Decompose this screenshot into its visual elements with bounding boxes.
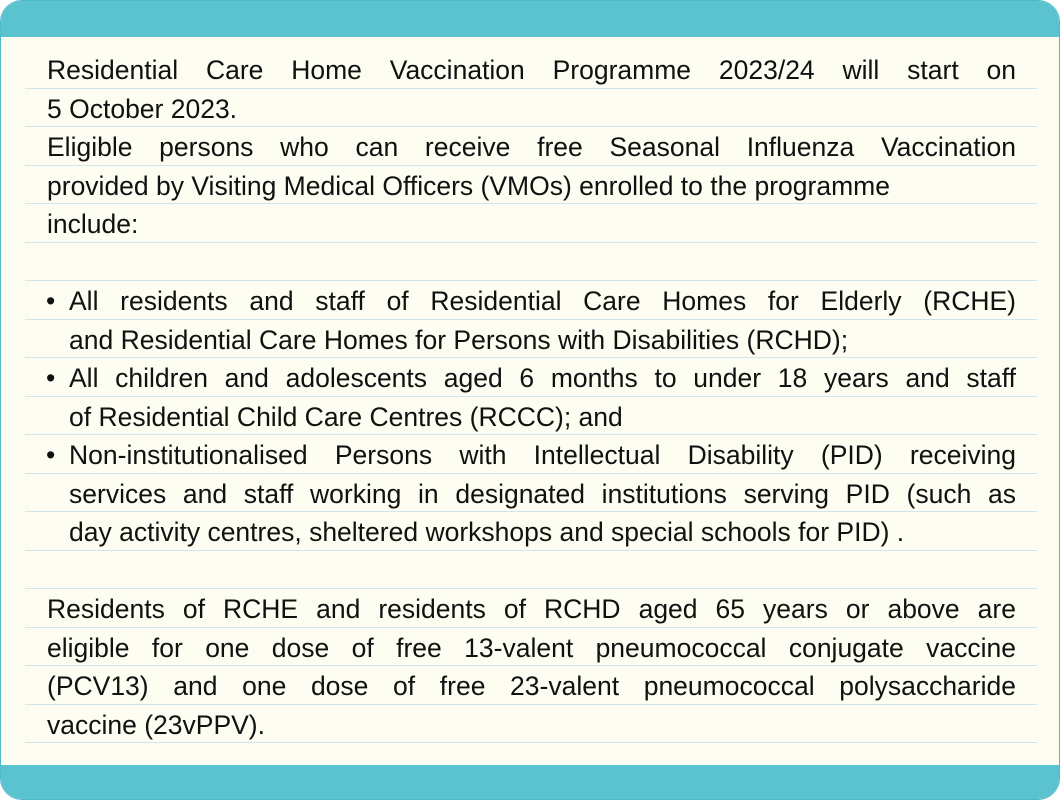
bullet-item-rccc xyxy=(25,358,1037,397)
bullet-line: All children and adolescents aged 6 months to under 18 years and staff xyxy=(69,363,1016,393)
bullet-icon: • xyxy=(46,440,56,470)
text-line xyxy=(25,127,1037,166)
intro-line: provided by Visiting Medical Officers (VMOs) enrolled to the programme xyxy=(47,170,890,201)
intro-line: include: xyxy=(47,209,139,239)
bullet-line: services and staff working in designated institutions serving PID (such as xyxy=(69,478,1016,509)
pcv-line: Residents of RCHE and residents of RCHD aged 65 years or above are xyxy=(47,594,1016,624)
notice-text xyxy=(25,50,1037,743)
text-line xyxy=(25,628,1037,667)
text-line xyxy=(25,320,1037,359)
bullet-line: and Residential Care Homes for Persons with Disabilities (RCHD); xyxy=(69,324,849,355)
bullet-icon: • xyxy=(46,363,56,393)
blank-line xyxy=(25,551,1037,590)
bullet-icon: • xyxy=(46,286,56,316)
text-line xyxy=(25,50,1037,89)
text-line xyxy=(25,589,1037,628)
bullet-line: of Residential Child Care Centres (RCCC); and xyxy=(69,401,623,432)
pcv-line: vaccine (23vPPV). xyxy=(47,709,265,740)
text-line xyxy=(25,166,1037,205)
pcv-line: (PCV13) and one dose of free 23-valent pneumococcal polysaccharide xyxy=(47,671,1016,701)
bullet-line: Non-institutionalised Persons with Intellectual Disability (PID) receiving xyxy=(69,440,1016,470)
intro-line: 5 October 2023. xyxy=(47,93,238,124)
bullet-item-rche xyxy=(25,281,1037,320)
header-band xyxy=(1,1,1059,37)
text-line xyxy=(25,666,1037,705)
footer-band xyxy=(1,765,1059,799)
bullet-line: All residents and staff of Residential Care Homes for Elderly (RCHE) xyxy=(69,286,1016,316)
bullet-item-pid xyxy=(25,435,1037,474)
bullet-line: day activity centres, sheltered workshops and special schools for PID) . xyxy=(69,517,905,547)
text-line xyxy=(25,204,1037,243)
text-line xyxy=(25,512,1037,551)
blank-line xyxy=(25,243,1037,282)
intro-line: Residential Care Home Vaccination Programme 2023/24 will start on xyxy=(47,55,1016,85)
text-line xyxy=(25,705,1037,744)
pcv-line: eligible for one dose of free 13-valent pneumococcal conjugate vaccine xyxy=(47,632,1016,663)
intro-line: Eligible persons who can receive free Seasonal Influenza Vaccination xyxy=(47,132,1016,162)
text-line xyxy=(25,397,1037,436)
text-line xyxy=(25,474,1037,513)
text-line xyxy=(25,89,1037,128)
